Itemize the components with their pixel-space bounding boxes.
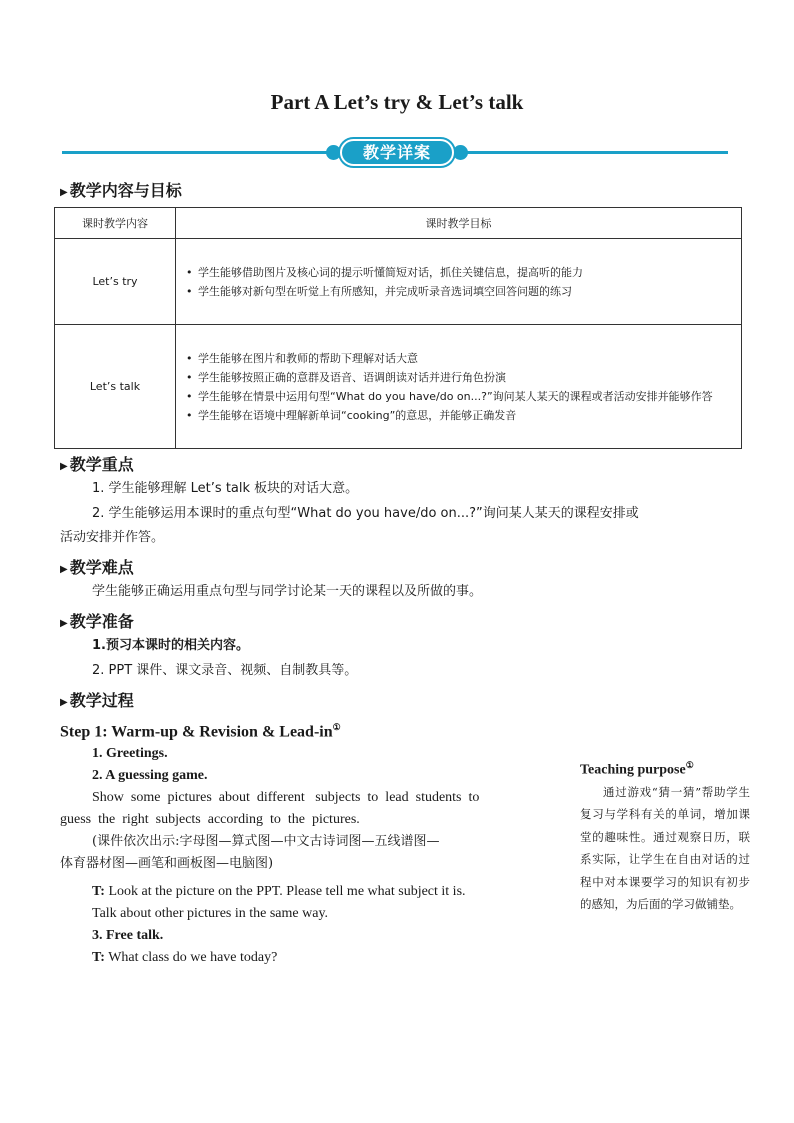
section-key-points: ▶ 教学重点 [60, 455, 134, 474]
step1-free-talk: 3. Free talk. [92, 928, 164, 943]
list-item: • 学生能够按照正确的意群及语音、语调朗读对话并进行角色扮演 [186, 368, 733, 387]
table-header-goal: 课时教学目标 [176, 208, 742, 239]
table-row-label: Let’s try [55, 239, 176, 325]
table-row-label: Let’s talk [55, 325, 176, 449]
list-item: • 学生能够在语境中理解新单词“cooking”的意思，并能够正确发音 [186, 406, 733, 425]
step1-teacher-line-2: T: What class do we have today? [92, 950, 278, 965]
table-header-row [55, 208, 742, 239]
step1-para1-cont: guess the right subjects according to the pictures. [60, 812, 360, 827]
list-item: • 学生能够在图片和教师的帮助下理解对话大意 [186, 349, 733, 368]
section-objectives: ▶ 教学内容与目标 [60, 181, 182, 200]
table-row [55, 239, 742, 325]
step1-title: Step 1: Warm-up & Revision & Lead-in① [60, 722, 341, 741]
key-point-2-cont: 活动安排并作答。 [60, 530, 165, 545]
step1-para1: Show some pictures about different subjects to lead students to [92, 790, 480, 805]
banner-label: 教学详案 [340, 139, 454, 166]
table-header-content: 课时教学内容 [55, 208, 176, 239]
difficulty-text: 学生能够正确运用重点句型与同学讨论某一天的课程以及所做的事。 [92, 584, 483, 599]
prep-item-2: 2. PPT 课件、课文录音、视频、自制教具等。 [92, 663, 358, 678]
triangle-icon: ▶ [60, 564, 68, 575]
banner-dot-left-icon [326, 145, 341, 160]
banner-dot-right-icon [453, 145, 468, 160]
section-preparation: ▶ 教学准备 [60, 612, 134, 631]
prep-item-1: 1.预习本课时的相关内容。 [92, 638, 249, 653]
section-difficulties: ▶ 教学难点 [60, 558, 134, 577]
sidebar-body: 通过游戏“猜一猜”帮助学生复习与学科有关的单词，增加课堂的趣味性。通过观察日历，联系实际，让学生在自由对话的过程中对本课要学习的知识有初步的感知，为后面的学习做铺垫。 [580, 784, 750, 912]
page-title: Part A Let’s try & Let’s talk [270, 90, 524, 114]
triangle-icon: ▶ [60, 618, 68, 629]
section-process: ▶ 教学过程 [60, 691, 134, 710]
sidebar-title: Teaching purpose① [580, 760, 694, 778]
step1-guessing-game: 2. A guessing game. [92, 768, 208, 783]
step1-para2-cont: 体育器材图—画笔和画板图—电脑图) [60, 856, 274, 871]
triangle-icon: ▶ [60, 461, 68, 472]
list-item: • 学生能够对新句型在听觉上有所感知，并完成听录音选词填空回答问题的练习 [186, 282, 741, 301]
objectives-table [54, 207, 742, 449]
teaching-purpose-sidebar [580, 760, 750, 916]
triangle-icon: ▶ [60, 187, 68, 198]
step1-teacher-line-1: T: Look at the picture on the PPT. Please tell me what subject it is. [92, 884, 466, 899]
key-point-1: 1. 学生能够理解 Let’s talk 板块的对话大意。 [92, 481, 359, 496]
list-item: • 学生能够借助图片及核心词的提示听懂简短对话，抓住关键信息，提高听的能力 [186, 263, 741, 282]
step1-teacher-line-1b: Talk about other pictures in the same way. [92, 906, 329, 921]
key-point-2: 2. 学生能够运用本课时的重点句型“What do you have/do on...?”询问某人某天的课程安排或 [92, 506, 639, 521]
table-row [55, 325, 742, 449]
list-item: • 学生能够在情景中运用句型“What do you have/do on...?”询问某人某天的课程或者活动安排并能够作答 [186, 387, 733, 406]
step1-greetings: 1. Greetings. [92, 746, 168, 761]
step1-para2: (课件依次出示:字母图—算式图—中文古诗词图—五线谱图— [92, 834, 440, 849]
triangle-icon: ▶ [60, 697, 68, 708]
banner [326, 139, 468, 166]
